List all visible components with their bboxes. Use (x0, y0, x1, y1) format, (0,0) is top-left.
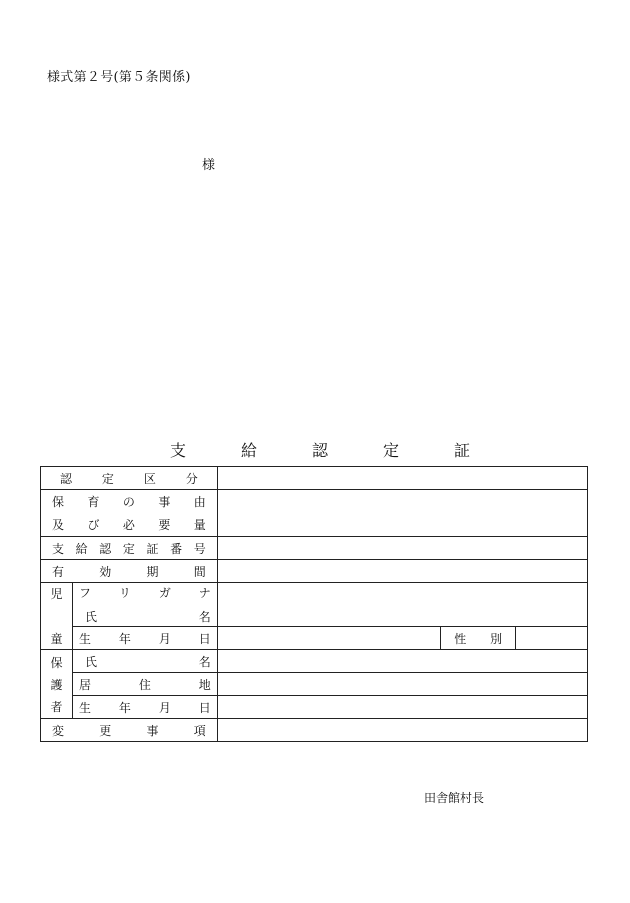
value-hoiku-jiyu[interactable] (217, 490, 587, 537)
value-jido-shimei[interactable] (217, 583, 587, 627)
label-char: 更 (99, 723, 112, 738)
value-henko-jiko[interactable] (217, 719, 587, 742)
label-char: 住 (138, 677, 151, 692)
row-hogosha-jusho (41, 673, 588, 696)
value-nintei-kubun[interactable] (217, 467, 587, 490)
label-char: 項 (193, 723, 206, 738)
label-char: 氏 (84, 610, 97, 624)
addressee-honorific: 様 (202, 158, 216, 173)
label-yuko-kikan (41, 560, 218, 583)
group-char: 児 (50, 587, 63, 601)
row-nintei-kubun (41, 467, 588, 490)
row-jido-seinengappi (41, 627, 588, 650)
label-char: 定 (101, 471, 114, 486)
label-char: フ (78, 586, 91, 600)
label-char: 分 (185, 471, 198, 486)
label-char: 地 (198, 677, 211, 692)
label-nintei-kubun (41, 467, 218, 490)
label-hoiku-jiyu (41, 490, 218, 537)
label-char: 年 (118, 700, 131, 715)
label-char: び (87, 518, 100, 532)
row-jido-furigana-shimei (41, 583, 588, 627)
label-hogosha-shimei (72, 650, 217, 673)
label-char: 番 (170, 541, 183, 556)
label-char: 月 (158, 631, 171, 646)
label-char: ナ (198, 586, 211, 600)
title-char: 定 (382, 441, 399, 460)
label-shikyu-nintei-bango (41, 537, 218, 560)
label-hogosha-jusho (72, 673, 217, 696)
label-char: 日 (198, 700, 211, 715)
label-char: 生 (78, 700, 91, 715)
label-char: 証 (146, 541, 159, 556)
label-char: 別 (490, 631, 503, 646)
label-char: 有 (52, 564, 65, 579)
group-hogosha (41, 650, 73, 719)
row-henko-jiko (41, 719, 588, 742)
row-hoiku-jiyu (41, 490, 588, 537)
value-shikyu-nintei-bango[interactable] (217, 537, 587, 560)
signatory: 田舎館村長 (424, 791, 485, 805)
label-char: 効 (99, 564, 112, 579)
label-char: 要 (158, 518, 171, 532)
label-char: 変 (52, 723, 65, 738)
label-char: 認 (99, 541, 112, 556)
row-hogosha-shimei (41, 650, 588, 673)
title-char: 支 (170, 441, 187, 460)
label-char: の (122, 495, 135, 509)
label-char: 号 (193, 541, 206, 556)
label-jido-furigana-shimei (72, 583, 217, 627)
row-shikyu-nintei-bango (41, 537, 588, 560)
label-char: 及 (52, 518, 65, 532)
value-yuko-kikan[interactable] (217, 560, 587, 583)
group-char: 保 (50, 655, 63, 670)
label-char: ガ (158, 586, 171, 600)
title-char: 給 (240, 441, 257, 460)
label-char: 年 (118, 631, 131, 646)
label-henko-jiko (41, 719, 218, 742)
label-char: 量 (193, 518, 206, 532)
label-char: 居 (78, 677, 91, 692)
label-char: 必 (122, 518, 135, 532)
group-char: 童 (50, 632, 63, 646)
label-jido-seinengappi (72, 627, 217, 650)
certificate-title (170, 438, 470, 460)
label-char: 事 (158, 495, 171, 509)
label-char: 保 (52, 495, 65, 509)
label-seibetsu (441, 627, 516, 650)
label-char: 期 (146, 564, 159, 579)
row-hogosha-seinengappi (41, 696, 588, 719)
label-char: 育 (87, 495, 100, 509)
label-char: 認 (60, 471, 73, 486)
label-char: 定 (122, 541, 135, 556)
value-jido-seinengappi[interactable] (217, 627, 440, 650)
label-char: 名 (198, 610, 211, 624)
label-char: 氏 (84, 654, 97, 669)
label-char: 由 (193, 495, 206, 509)
group-char: 護 (50, 677, 63, 692)
group-jido (41, 583, 73, 650)
title-char: 証 (453, 441, 470, 460)
title-char: 認 (311, 441, 328, 460)
label-char: 日 (198, 631, 211, 646)
label-char: 支 (52, 541, 65, 556)
label-char: 名 (198, 654, 211, 669)
label-char: 性 (454, 631, 467, 646)
label-char: 給 (75, 541, 88, 556)
label-char: 事 (146, 723, 159, 738)
label-char: 区 (143, 471, 156, 486)
label-char: 月 (158, 700, 171, 715)
group-char: 者 (50, 699, 63, 714)
value-hogosha-jusho[interactable] (217, 673, 587, 696)
value-seibetsu[interactable] (516, 627, 588, 650)
label-char: 生 (78, 631, 91, 646)
form-number: 様式第２号(第５条関係) (47, 70, 191, 85)
label-char: 間 (193, 564, 206, 579)
label-char: リ (118, 586, 131, 600)
certificate-table (40, 466, 588, 742)
value-hogosha-seinengappi[interactable] (217, 696, 587, 719)
value-hogosha-shimei[interactable] (217, 650, 587, 673)
label-hogosha-seinengappi (72, 696, 217, 719)
row-yuko-kikan (41, 560, 588, 583)
